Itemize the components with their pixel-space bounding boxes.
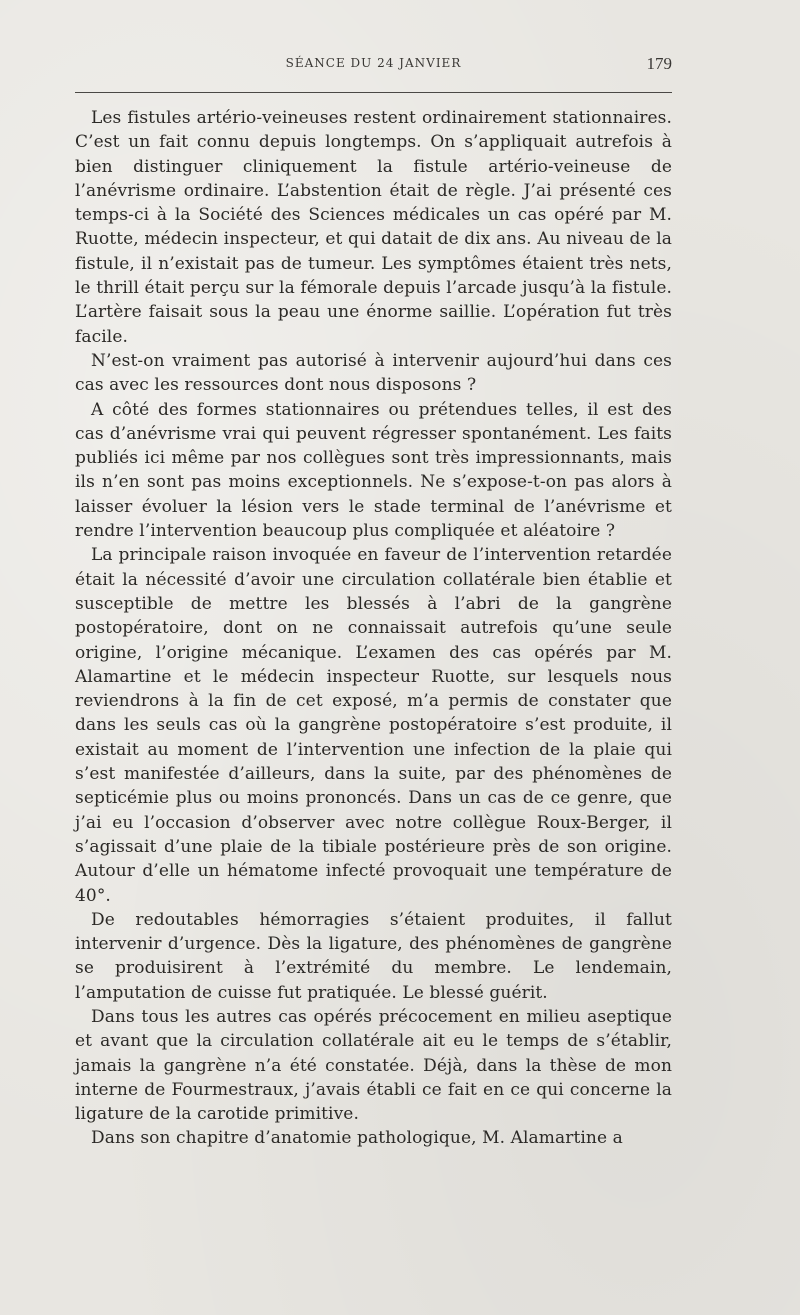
paragraph-5: De redoutables hémorragies s’étaient produites, il fallut intervenir d’urgence. Dès la ligature, des phénomènes de gangrène se produisirent à l’extrémité du membre. Le lendemain, l’amputation de cuisse fut pratiquée. Le blessé guérit.: [75, 909, 672, 1003]
paragraph-1: Les fistules artério-veineuses restent ordinairement stationnaires. C’est un fait connu depuis longtemps. On s’appliquait autrefois à bien distinguer cliniquement la fistule artério-veineuse de l’anévrisme ordinaire. L’abstention était de règle. J’ai présenté ces temps-ci à la Société des Sciences médicales un cas opéré par M. Ruotte, médecin inspecteur, et qui datait de dix ans. Au niveau de la fistule, il n’existait pas de tumeur. Les symptômes étaient très nets, le thrill était perçu sur la fémorale depuis l’arcade jusqu’à la fistule. L’artère faisait sous la peau une énorme saillie. L’opération fut très facile.: [75, 108, 672, 347]
paragraph-2: N’est-on vraiment pas autorisé à intervenir aujourd’hui dans ces cas avec les ressources dont nous disposons ?: [75, 350, 672, 396]
paragraph-7: Dans son chapitre d’anatomie pathologique, M. Alamartine a: [91, 1128, 623, 1149]
body-text: [75, 106, 672, 1151]
paragraph-3: A côté des formes stationnaires ou prétendues telles, il est des cas d’anévrisme vrai qui peuvent régresser spontanément. Les faits publiés ici même par nos collègues sont très impressionnants, mais ils n’en sont pas moins exceptionnels. Ne s’expose-t-on pas alors à laisser évoluer la lésion vers le stade terminal de l’anévrisme et rendre l’intervention beaucoup plus compliquée et aléatoire ?: [75, 399, 672, 542]
running-title: SÉANCE DU 24 JANVIER: [285, 56, 462, 70]
header-rule: [75, 92, 672, 93]
paragraph-6: Dans tous les autres cas opérés précocement en milieu aseptique et avant que la circulation collatérale ait eu le temps de s’établir, jamais la gangrène n’a été constatée. Déjà, dans la thèse de mon interne de Fourmestraux, j’avais établi ce fait en ce qui concerne la ligature de la carotide primitive.: [75, 1006, 672, 1125]
paragraph-4: La principale raison invoquée en faveur de l’intervention retardée était la nécessité d’avoir une circulation collatérale bien établie et susceptible de mettre les blessés à l’abri de la gangrène postopératoire, dont on ne connaissait autrefois qu’une seule origine, l’origine mécanique. L’examen des cas opérés par M. Alamartine et le médecin inspecteur Ruotte, sur lesquels nous reviendrons à la fin de cet exposé, m’a permis de constater que dans les seuls cas où la gangrène postopératoire s’est produite, il existait au moment de l’intervention une infection de la plaie qui s’est manifestée d’ailleurs, dans la suite, par des phénomènes de septicémie plus ou moins prononcés. Dans un cas de ce genre, que j’ai eu l’occasion d’observer avec notre collègue Roux-Berger, il s’agissait d’une plaie de la tibiale postérieure près de son origine. Autour d’elle un hématome infecté provoquait une température de 40°.: [75, 545, 672, 906]
page-number: 179: [646, 54, 672, 73]
page-header: [75, 54, 672, 76]
